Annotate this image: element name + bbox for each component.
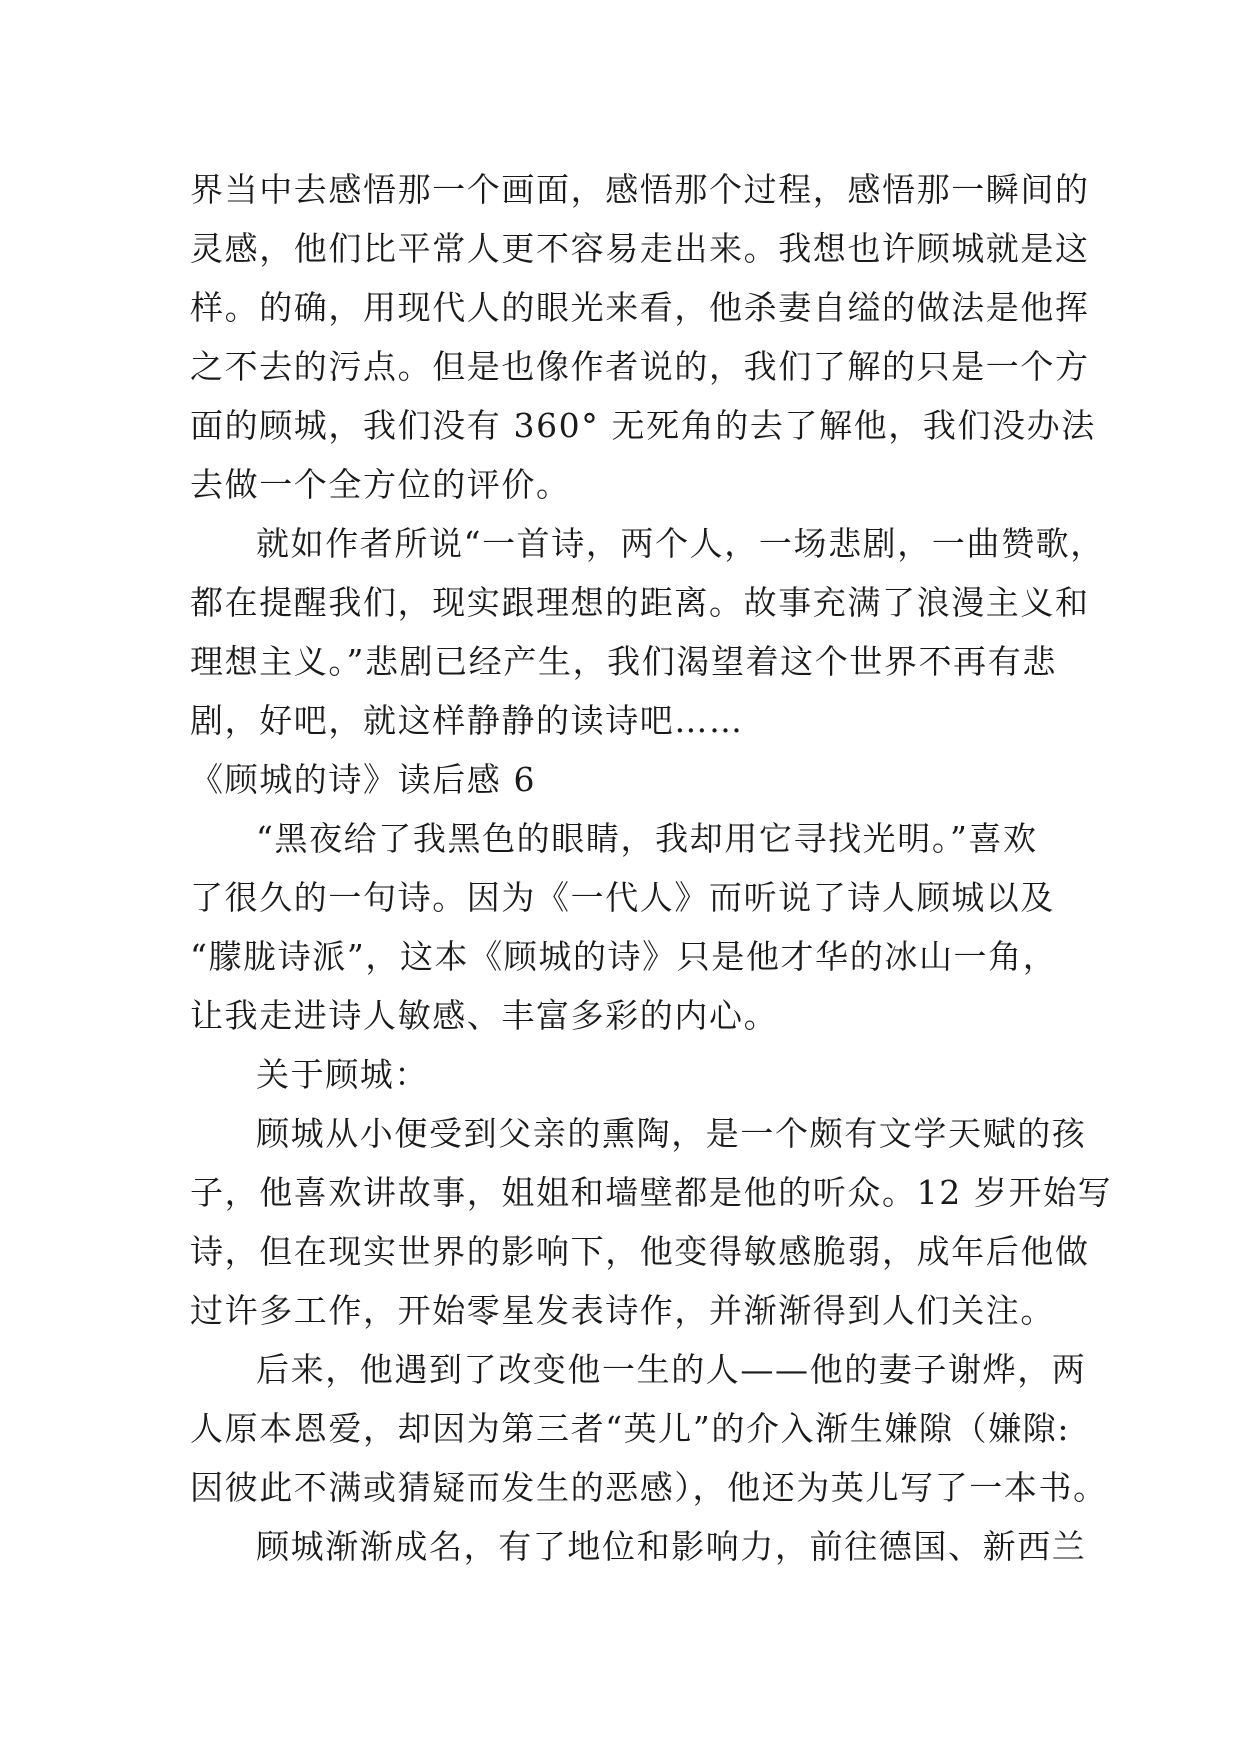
text-line: 灵感，他们比平常人更不容易走出来。我想也许顾城就是这	[190, 229, 1090, 268]
text-line: 诗，但在现实世界的影响下，他变得敏感脆弱，成年后他做	[190, 1232, 1090, 1271]
text-line: 因彼此不满或猜疑而发生的恶感），他还为英儿写了一本书。	[190, 1468, 1108, 1507]
text-line: “朦胧诗派”，这本《顾城的诗》只是他才华的冰山一角，	[190, 937, 1058, 976]
text-line: 界当中去感悟那一个画面，感悟那个过程，感悟那一瞬间的	[190, 170, 1090, 209]
paragraph	[190, 1517, 1087, 1576]
paragraph	[190, 1340, 1108, 1517]
text-line: 剧，好吧，就这样静静的读诗吧……	[190, 701, 744, 740]
text-line: 人原本恩爱，却因为第三者“英儿”的介入渐生嫌隙（嫌隙:	[190, 1409, 1071, 1448]
text-line: 顾城渐渐成名，有了地位和影响力，前往德国、新西兰	[256, 1527, 1087, 1566]
text-line: 理想主义。”悲剧已经产生，我们渴望着这个世界不再有悲	[190, 642, 1057, 681]
text-line: 关于顾城：	[256, 1055, 429, 1094]
text-line: 之不去的污点。但是也像作者说的，我们了解的只是一个方	[190, 347, 1090, 386]
paragraph	[190, 1104, 1113, 1340]
document-body	[190, 160, 1113, 1576]
paragraph	[190, 514, 1105, 750]
paragraph	[190, 1045, 1070, 1104]
text-line: 让我走进诗人敏感、丰富多彩的内心。	[190, 996, 779, 1035]
text-line: 子，他喜欢讲故事，姐姐和墙壁都是他的听众。12 岁开始写	[190, 1173, 1113, 1212]
text-line: “黑夜给了我黑色的眼睛，我却用它寻找光明。”喜欢	[256, 819, 1038, 858]
text-line: 去做一个全方位的评价。	[190, 465, 571, 504]
heading-text: 《顾城的诗》读后感 6	[190, 760, 537, 799]
text-line: 了很久的一句诗。因为《一代人》而听说了诗人顾城以及	[190, 878, 1055, 917]
text-line: 后来，他遇到了改变他一生的人——他的妻子谢烨，两	[256, 1350, 1087, 1389]
section-heading	[190, 750, 1070, 809]
text-line: 面的顾城，我们没有 360° 无死角的去了解他，我们没办法	[190, 406, 1096, 445]
paragraph	[190, 160, 1096, 514]
text-line: 就如作者所说“一首诗，两个人，一场悲剧，一曲赞歌，	[256, 524, 1105, 563]
text-line: 样。的确，用现代人的眼光来看，他杀妻自缢的做法是他挥	[190, 288, 1090, 327]
paragraph	[190, 809, 1070, 1045]
text-line: 过许多工作，开始零星发表诗作，并渐渐得到人们关注。	[190, 1291, 1055, 1330]
text-line: 顾城从小便受到父亲的熏陶，是一个颇有文学天赋的孩	[256, 1114, 1087, 1153]
text-line: 都在提醒我们，现实跟理想的距离。故事充满了浪漫主义和	[190, 583, 1090, 622]
